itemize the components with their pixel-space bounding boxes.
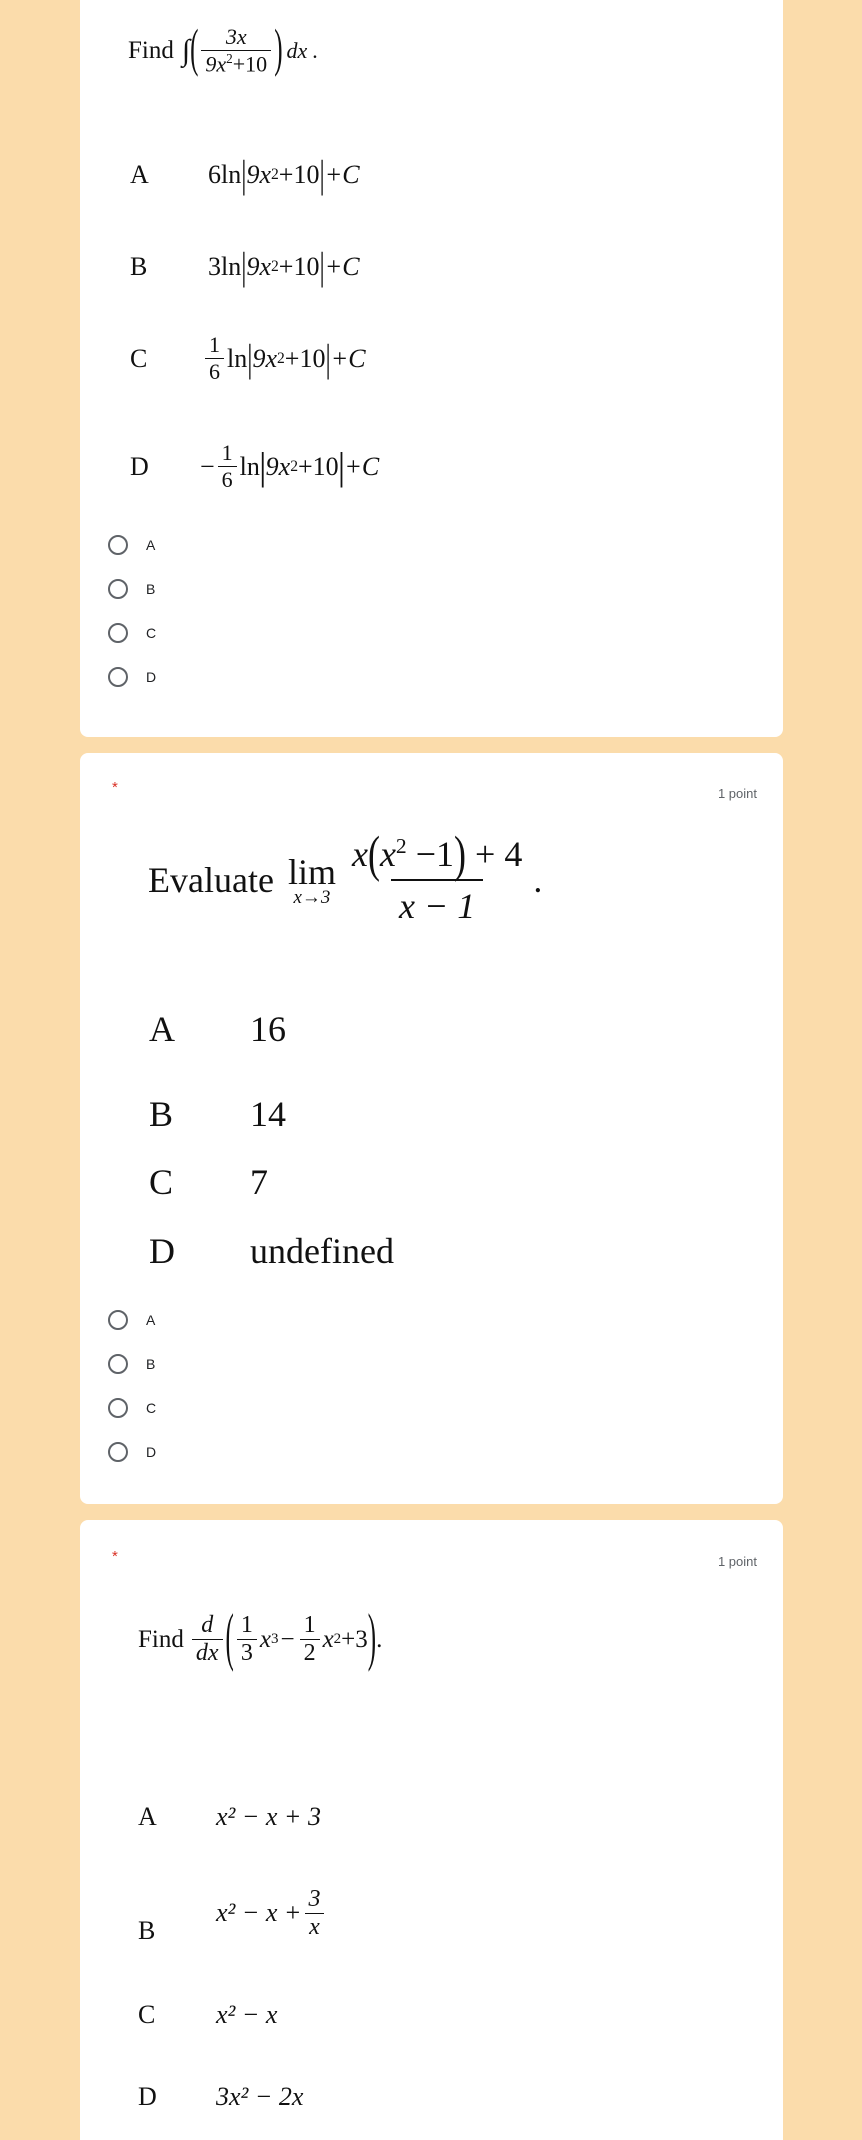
stem-tail: . [376,1625,383,1653]
radio-button[interactable] [108,667,128,687]
fraction-numerator: 3 [308,1885,321,1912]
constant-term: +3 [341,1625,368,1653]
required-asterisk: * [112,779,118,796]
option-tail: +C [324,160,360,189]
radio-option-a[interactable] [108,1310,155,1330]
fraction-denominator: x − 1 [391,879,483,927]
option-a-row [138,1802,321,1832]
integrand-fraction [201,24,271,77]
stem-tail: dx . [286,37,319,63]
option-ln: ln [239,451,260,481]
radio-label: B [146,1356,156,1372]
numerator-exponent: 2 [395,834,407,858]
option-b-row: B 3 ln | 9x 2 +10 | +C [130,244,360,288]
integral-sign: ∫ [181,33,191,67]
derivative-numerator: d [201,1612,214,1638]
option-letter: D [130,451,149,481]
radio-option-b[interactable] [108,1354,155,1374]
option-letter: C [149,1162,174,1202]
radio-button[interactable] [108,1354,128,1374]
option-fraction [304,1886,324,1941]
radio-option-a[interactable] [108,535,155,555]
option-sign: − [200,451,215,481]
radio-button[interactable] [108,579,128,599]
option-expression: 3x² − 2x [216,2082,304,2111]
option-arg-rest: +10 [284,343,326,373]
term-exponent: 3 [270,1631,279,1647]
radio-label: B [146,581,156,597]
stem-tail: . [533,860,543,900]
option-letter: D [138,2082,157,2111]
option-value: undefined [250,1231,394,1271]
radio-button[interactable] [108,1442,128,1462]
option-arg: 9x [252,343,277,373]
fraction-denominator-base: 9x [205,51,227,77]
limit-word: lim [287,852,336,892]
fraction-denominator-exponent: 2 [226,51,233,66]
fraction-denominator: x [305,1913,324,1941]
option-expression: x² − x [216,2000,278,2029]
fraction-numerator: 1 [209,332,220,357]
left-paren: ( [190,21,199,78]
derivative-denominator: dx [192,1639,223,1667]
option-exp: 2 [271,166,279,183]
option-coef: 3 [208,252,221,281]
option-arg-rest: +10 [278,160,320,189]
option-letter: A [130,160,149,189]
option-exp: 2 [271,258,279,275]
required-asterisk: * [112,1548,118,1565]
option-letter: A [149,1009,175,1049]
limit-subscript: x→3 [293,887,331,908]
numerator-plus-four: + 4 [475,834,523,874]
option-exp: 2 [290,457,298,475]
numerator-x: x [351,834,368,874]
radio-button[interactable] [108,535,128,555]
option-tail: +C [330,343,366,373]
option-letter: C [138,2000,156,2029]
option-tail: +C [324,252,360,281]
option-b-row [149,1093,286,1135]
radio-option-d[interactable] [108,667,156,687]
option-ln: ln [227,343,248,373]
radio-option-c[interactable] [108,623,156,643]
option-value: 14 [250,1094,286,1134]
stem-word: Find [128,36,174,64]
question-1-stem [128,21,319,78]
option-letter: B [138,1916,156,1945]
option-expression: x² − x + 3 [216,1802,321,1831]
question-card-1 [80,0,783,737]
fraction-numerator: 1 [240,1612,253,1638]
option-coef: 6 [208,160,221,189]
radio-label: A [146,537,156,553]
option-letter: D [149,1231,175,1271]
numerator-inner-x: x [379,834,396,874]
limit-fraction: $\frac{x(x^2 -1) + 4}{x - 1}$ [351,826,523,926]
option-letter: A [138,1802,157,1831]
option-letter: C [130,343,148,373]
option-d-row: D − $\frac{1}{6}$ ln | 9x 2 +10 | +C [130,440,380,492]
fraction-numerator: 3x [225,24,247,49]
option-fraction [218,440,237,493]
radio-label: D [146,669,157,685]
fraction-denominator-rest: +10 [232,51,268,77]
option-value: 16 [250,1009,286,1049]
fraction-denominator: 2 [300,1639,320,1667]
fraction-denominator: 6 [218,466,237,493]
term-x: x [259,1625,271,1653]
fraction-denominator: 6 [205,358,224,385]
option-fraction [205,332,224,385]
fraction-numerator: 1 [221,440,233,465]
option-tail: +C [344,451,380,481]
second-fraction [300,1612,320,1667]
option-letter: B [130,252,148,281]
option-arg-rest: +10 [278,252,320,281]
numerator-minus-one: −1 [415,834,455,874]
option-d-row [138,2082,303,2112]
radio-label: A [146,1312,156,1328]
option-d-row [149,1230,394,1272]
option-exp: 2 [277,349,285,367]
points-label: 1 point [717,786,757,801]
derivative-operator [192,1612,223,1667]
points-label: 1 point [717,1554,757,1569]
option-arg: 9x [265,451,291,481]
option-c-row: C $\frac{1}{6}$ ln | 9x 2 +10 | +C [130,332,366,384]
radio-label: C [146,1400,157,1416]
option-a-row [149,1008,286,1050]
option-b-row [138,1880,327,1946]
option-letter: B [149,1094,174,1134]
option-arg-rest: +10 [297,451,339,481]
term-x: x [322,1625,334,1653]
radio-button[interactable] [108,623,128,643]
question-card-2 [80,753,783,1504]
fraction-denominator: 3 [237,1639,257,1667]
option-expression: x² − x + [216,1898,302,1927]
question-card-3 [80,1520,783,2140]
minus-sign: − [280,1625,295,1653]
option-arg: 9x [246,160,271,189]
question-2-stem [148,826,543,927]
first-fraction [237,1612,257,1667]
option-ln: ln [221,160,242,189]
radio-option-c[interactable] [108,1398,156,1418]
option-c-row [138,2000,277,2030]
radio-option-b[interactable] [108,579,155,599]
right-paren: ) [274,21,283,78]
option-arg: 9x [246,252,271,281]
stem-word: Find [138,1625,184,1653]
limit-operator [288,851,336,909]
option-a-row: A 6 ln | 9x 2 +10 | +C [130,152,360,196]
stem-word: Evaluate [148,860,274,900]
question-3-stem: Find $\frac{d}{dx}$ ( $\frac{1}{3}$ x 3 − $\frac{1}{2}$ x 2 +3 ) . [138,1603,383,1674]
term-exponent: 2 [333,1631,342,1647]
option-value: 7 [250,1162,268,1202]
option-ln: ln [221,252,242,281]
radio-label: C [146,625,157,641]
fraction-numerator: 1 [303,1612,316,1638]
radio-button[interactable] [108,1310,128,1330]
radio-option-d[interactable] [108,1442,156,1462]
radio-button[interactable] [108,1398,128,1418]
option-c-row [149,1161,268,1203]
radio-label: D [146,1444,157,1460]
